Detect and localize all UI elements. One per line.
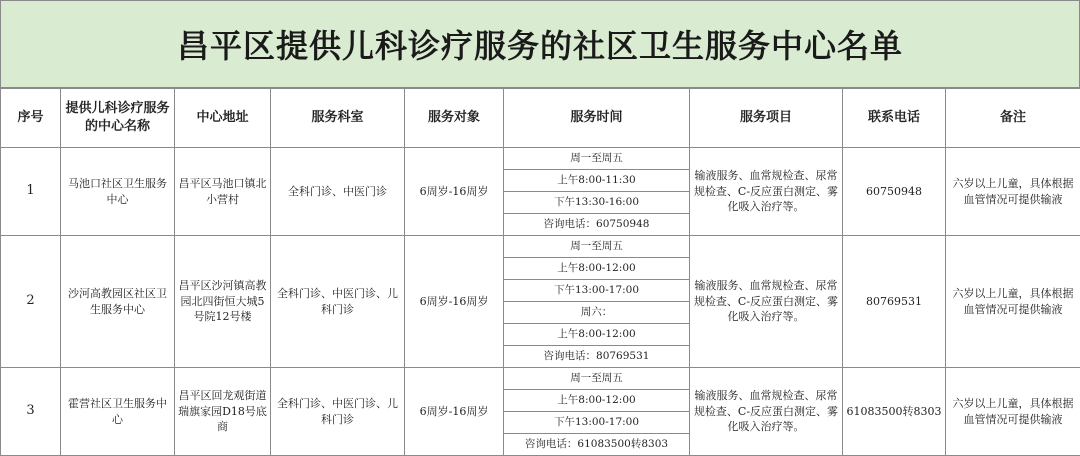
service-items: 输液服务、血常规检查、尿常规检查、C-反应蛋白测定、雾化吸入治疗等。 <box>690 148 843 236</box>
header-service-time: 服务时间 <box>504 89 690 148</box>
contact-phone: 60750948 <box>843 148 946 236</box>
center-address: 昌平区回龙观街道瑞旗家园D18号底商 <box>175 368 271 456</box>
service-time-line: 咨询电话：61083500转8303 <box>504 434 690 456</box>
service-target: 6周岁-16周岁 <box>405 148 504 236</box>
remark: 六岁以上儿童，具体根据血管情况可提供输液 <box>946 148 1080 236</box>
service-time-line: 下午13:00-17:00 <box>504 412 690 434</box>
header-target: 服务对象 <box>405 89 504 148</box>
department: 全科门诊、中医门诊、儿科门诊 <box>271 236 405 368</box>
center-address: 昌平区马池口镇北小营村 <box>175 148 271 236</box>
header-services: 服务项目 <box>690 89 843 148</box>
header-note: 备注 <box>946 89 1080 148</box>
remark: 六岁以上儿童，具体根据血管情况可提供输液 <box>946 368 1080 456</box>
table-row <box>1 368 1080 390</box>
service-time-line: 咨询电话：60750948 <box>504 214 690 236</box>
header-row <box>1 89 1080 148</box>
service-time-line: 周一至周五 <box>504 368 690 390</box>
center-address: 昌平区沙河镇高教园北四街恒大城5号院12号楼 <box>175 236 271 368</box>
service-items: 输液服务、血常规检查、尿常规检查、C-反应蛋白测定、雾化吸入治疗等。 <box>690 368 843 456</box>
service-target: 6周岁-16周岁 <box>405 236 504 368</box>
remark: 六岁以上儿童，具体根据血管情况可提供输液 <box>946 236 1080 368</box>
contact-phone: 61083500转8303 <box>843 368 946 456</box>
clinic-list-table <box>0 88 1080 456</box>
service-time-line: 周一至周五 <box>504 236 690 258</box>
service-time-line: 上午8:00-12:00 <box>504 324 690 346</box>
row-number: 1 <box>1 148 61 236</box>
center-name: 沙河高教园区社区卫生服务中心 <box>61 236 175 368</box>
row-number: 2 <box>1 236 61 368</box>
header-department: 服务科室 <box>271 89 405 148</box>
service-time-line: 下午13:30-16:00 <box>504 192 690 214</box>
row-number: 3 <box>1 368 61 456</box>
table-row <box>1 236 1080 258</box>
department: 全科门诊、中医门诊、儿科门诊 <box>271 368 405 456</box>
department: 全科门诊、中医门诊 <box>271 148 405 236</box>
service-time-line: 周一至周五 <box>504 148 690 170</box>
title-banner <box>0 0 1080 88</box>
contact-phone: 80769531 <box>843 236 946 368</box>
service-time-line: 咨询电话：80769531 <box>504 346 690 368</box>
service-time-line: 上午8:00-11:30 <box>504 170 690 192</box>
page-title: 昌平区提供儿科诊疗服务的社区卫生服务中心名单 <box>177 21 903 67</box>
service-time-line: 上午8:00-12:00 <box>504 258 690 280</box>
service-time-line: 上午8:00-12:00 <box>504 390 690 412</box>
header-phone: 联系电话 <box>843 89 946 148</box>
service-items: 输液服务、血常规检查、尿常规检查、C-反应蛋白测定、雾化吸入治疗等。 <box>690 236 843 368</box>
header-center-name: 提供儿科诊疗服务的中心名称 <box>61 89 175 148</box>
center-name: 马池口社区卫生服务中心 <box>61 148 175 236</box>
table-row <box>1 148 1080 170</box>
service-time-line: 下午13:00-17:00 <box>504 280 690 302</box>
service-time-line: 周六： <box>504 302 690 324</box>
center-name: 霍营社区卫生服务中心 <box>61 368 175 456</box>
service-target: 6周岁-16周岁 <box>405 368 504 456</box>
header-no: 序号 <box>1 89 61 148</box>
header-address: 中心地址 <box>175 89 271 148</box>
